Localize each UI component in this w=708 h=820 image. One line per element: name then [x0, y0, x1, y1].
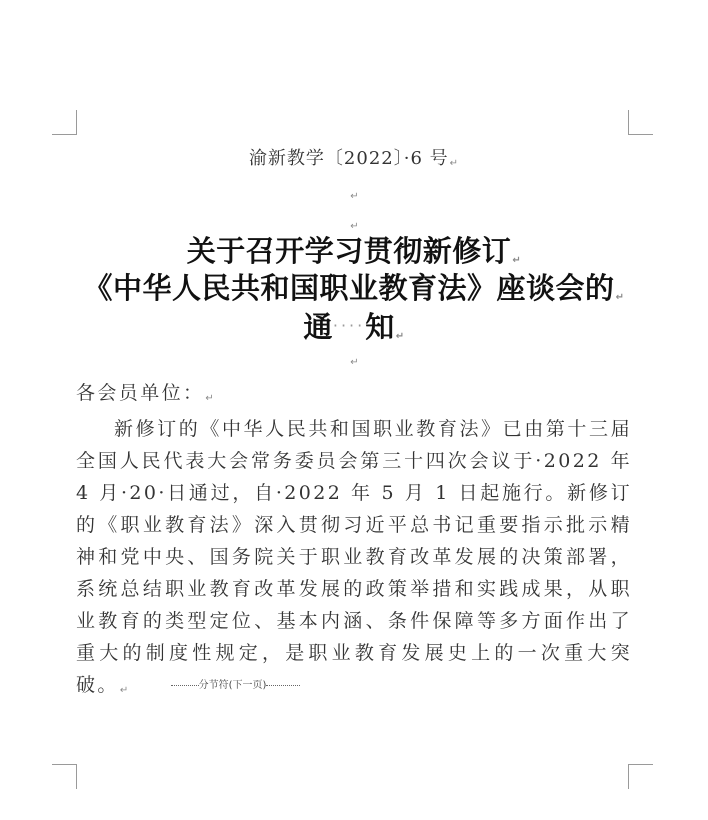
paragraph-mark-icon: ↵	[350, 357, 359, 368]
document-number-line[interactable]	[0, 144, 708, 170]
title-text-1: 关于召开学习贯彻新修订	[186, 234, 512, 268]
section-break-label: 分节符(下一页)	[198, 680, 267, 691]
paragraph-mark-icon: ↵	[205, 393, 217, 404]
empty-paragraph[interactable]	[0, 186, 708, 202]
crop-mark-top-right	[628, 110, 653, 135]
section-break-dots-left	[171, 685, 199, 686]
title-line-2[interactable]	[0, 266, 708, 307]
body-paragraph[interactable]	[76, 413, 632, 707]
paragraph-mark-icon: ↵	[350, 221, 359, 232]
paragraph-mark-icon: ↵	[395, 331, 405, 342]
section-break-dots-right	[266, 685, 300, 686]
title-line-1[interactable]	[0, 229, 708, 270]
paragraph-mark-icon: ↵	[449, 158, 460, 169]
crop-mark-bottom-left	[52, 764, 77, 789]
paragraph-mark-icon: ↵	[350, 191, 359, 202]
salutation: 各会员单位：	[76, 382, 205, 404]
crop-mark-bottom-right	[628, 764, 653, 789]
space-marks: ····	[332, 316, 366, 335]
title-text-3b: 知	[365, 310, 395, 344]
paragraph-mark-icon: ↵	[512, 255, 522, 266]
title-line-3[interactable]	[0, 305, 708, 346]
body-text: 新修订的《中华人民共和国职业教育法》已由第十三届全国人民代表大会常务委员会第三十四次会议于·2022 年 4 月·20·日通过，自·2022 年 5 月 1 日起施行。新修订的《职业教育法》深入贯彻习近平总书记重要指示批示精神和党中央、国务院关于职业教育改革发展的决策部署，系统总结职业教育改革发展的政策举措和实践成果，从职业教育的类型定位、基本内涵、条件保障等多方面作出了重大的制度性规定，是职业教育发展史上的一次重大突破。	[76, 418, 632, 696]
paragraph-mark-icon: ↵	[615, 292, 625, 303]
crop-mark-top-left	[52, 110, 77, 135]
title-text-3a: 通	[303, 310, 333, 344]
empty-paragraph[interactable]	[0, 352, 708, 368]
section-break-marker[interactable]	[133, 670, 301, 702]
paragraph-mark-icon: ↵	[119, 685, 131, 696]
salutation-line[interactable]	[76, 377, 632, 415]
title-text-2: 《中华人民共和国职业教育法》座谈会的	[83, 271, 615, 305]
document-number: 渝新教学〔2022〕·6 号	[248, 148, 449, 169]
